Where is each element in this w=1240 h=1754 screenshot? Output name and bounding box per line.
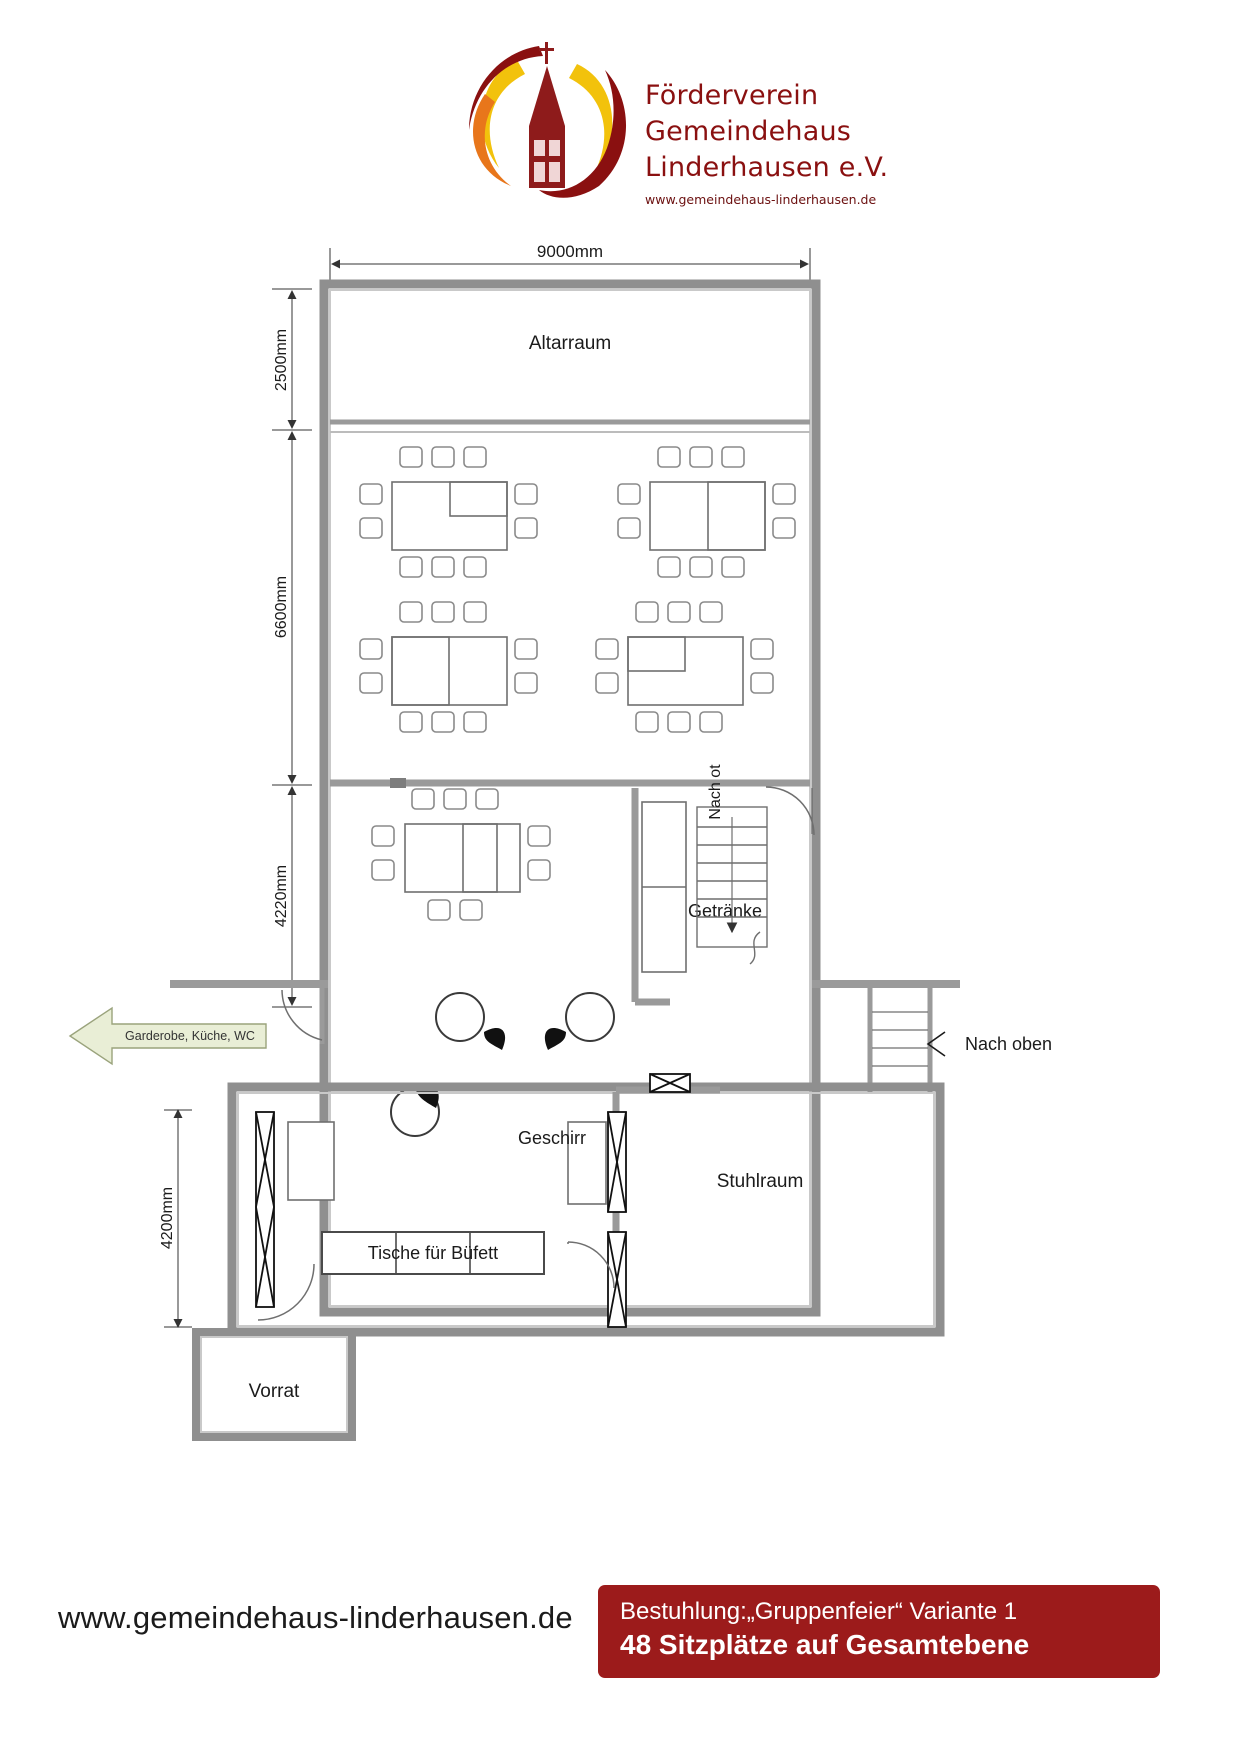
staircase-outer [872,1012,945,1066]
caption-badge [598,1585,1160,1678]
logo-block [455,30,975,230]
room-label-altarraum: Altarraum [528,333,612,354]
logo-line-2: Gemeindehaus [645,116,852,147]
table-group [360,602,537,732]
dimension-width-label: 9000mm [536,242,604,261]
getraenke-counter [642,802,686,972]
logo-line-3: Linderhausen e.V. [645,152,889,183]
table-group [618,447,795,577]
table-group [372,789,550,920]
logo-line-1: Förderverein [645,80,819,111]
table-group [360,447,537,577]
caption-variant: Bestuhlung:„Gruppenfeier“ Variante 1 [620,1598,1018,1625]
cabinet-left [288,1122,334,1200]
door-swing [766,787,814,835]
room-label-stuhlraum: Stuhlraum [716,1171,804,1192]
caption-seats: 48 Sitzplätze auf Gesamtebene [620,1629,1030,1660]
annotation-nach-oben-right: Nach oben [965,1034,1053,1054]
dimension-4200-label: 4200mm [159,1186,176,1250]
floor-plan [60,232,1180,1472]
room-label-getraenke: Getränke [688,901,763,921]
dimension-4220-label: 4220mm [273,864,290,928]
label-buffet-tables: Tische für Büfett [367,1243,499,1263]
room-label-vorrat: Vorrat [248,1381,300,1402]
annotation-nach-oben-vertical: Nach ot [707,764,724,820]
dimension-6600-label: 6600mm [273,575,290,639]
room-label-geschirr: Geschirr [518,1128,587,1148]
dimension-2500-label: 2500mm [273,328,290,392]
table-group [596,602,773,732]
logo-website-url: www.gemeindehaus-linderhausen.de [645,192,877,207]
church-logo-icon [455,30,640,215]
arrow-garderobe-label: Garderobe, Küche, WC [125,1029,255,1043]
arrow-garderobe [70,1008,266,1064]
round-objects [391,993,614,1136]
staircase-inner [697,807,767,964]
logo-text [645,78,975,207]
footer-website-url: www.gemeindehaus-linderhausen.de [58,1600,573,1635]
